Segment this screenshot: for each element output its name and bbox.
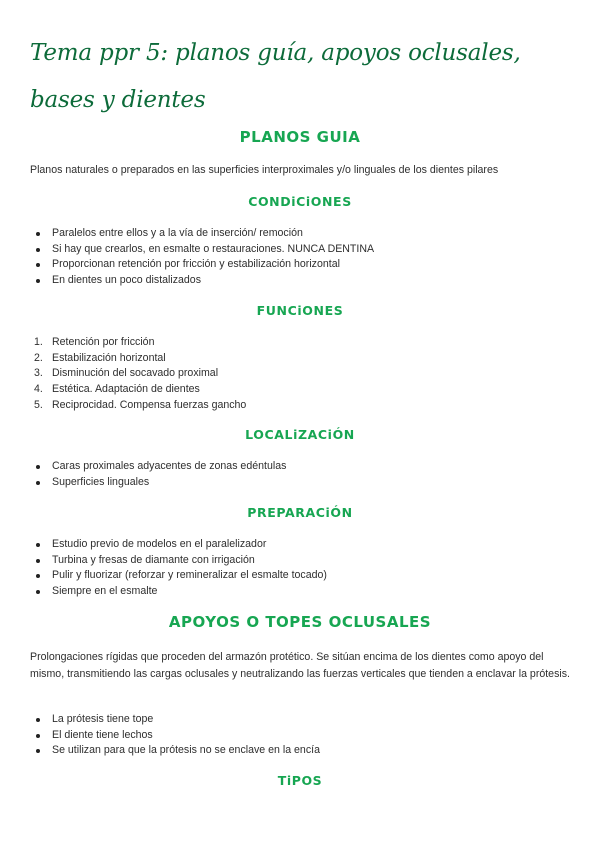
list-item <box>30 335 570 351</box>
list-item: Paralelos entre ellos y a la vía de inserción/ remoción <box>30 226 570 242</box>
apoyos-list <box>30 712 570 759</box>
list-number: 3. <box>34 367 43 380</box>
heading-apoyos: APOYOS O TOPES OCLUSALES <box>168 613 432 631</box>
list-number: 2. <box>34 351 43 364</box>
list-item-text: Estabilización horizontal <box>52 351 166 364</box>
list-number: 1. <box>34 336 43 348</box>
list-item-text: Retención por fricción <box>52 336 155 348</box>
list-item: Se utilizan para que la prótesis no se enclave en la encía <box>30 743 570 759</box>
apoyos-intro: Prolongaciones rígidas que proceden del armazón protético. Se sitúan encima de los dientes como apoyo del mismo, transmitiendo las cargas oclusales y neutralizando las fuerzas verticales que tienden a enclavar la prótesis. <box>30 651 570 680</box>
list-number: 4. <box>34 383 43 396</box>
heading-preparacion: PREPARACiÓN <box>247 505 353 520</box>
list-item: Si hay que crearlos, en esmalte o restauraciones. NUNCA DENTINA <box>30 242 570 258</box>
list-item <box>30 351 570 367</box>
heading-localizacion: LOCALiZACiÓN <box>245 427 355 442</box>
list-item <box>30 366 570 382</box>
localizacion-list <box>30 459 570 490</box>
list-item: El diente tiene lechos <box>30 728 570 744</box>
list-item: Proporcionan retención por fricción y estabilización horizontal <box>30 257 570 273</box>
list-item: Estudio previo de modelos en el paralelizador <box>30 537 570 553</box>
document-title: Tema ppr 5: planos guía, apoyos oclusales, bases y dientes <box>30 40 521 113</box>
list-item-text: Disminución del socavado proximal <box>52 367 219 380</box>
list-item-text: Estética. Adaptación de dientes <box>52 383 200 396</box>
heading-tipos: TiPOS <box>277 773 323 788</box>
heading-condiciones: CONDiCiONES <box>248 194 352 209</box>
list-item: Superficies linguales <box>30 475 570 491</box>
heading-planos-guia: PLANOS GUIA <box>239 128 361 146</box>
heading-funciones: FUNCiONES <box>256 303 344 318</box>
list-item: Pulir y fluorizar (reforzar y remineralizar el esmalte tocado) <box>30 568 570 584</box>
list-item <box>30 382 570 398</box>
funciones-list <box>30 335 570 414</box>
list-item <box>30 398 570 414</box>
preparacion-list <box>30 537 570 600</box>
list-number: 5. <box>34 398 43 411</box>
condiciones-list <box>30 226 570 289</box>
list-item: Caras proximales adyacentes de zonas edéntulas <box>30 459 570 475</box>
list-item: La prótesis tiene tope <box>30 712 570 728</box>
list-item-text: Reciprocidad. Compensa fuerzas gancho <box>52 398 247 411</box>
planos-guia-intro: Planos naturales o preparados en las superficies interproximales y/o linguales de los dientes pilares <box>30 164 499 176</box>
list-item: En dientes un poco distalizados <box>30 273 570 289</box>
list-item: Siempre en el esmalte <box>30 584 570 600</box>
list-item: Turbina y fresas de diamante con irrigación <box>30 553 570 569</box>
